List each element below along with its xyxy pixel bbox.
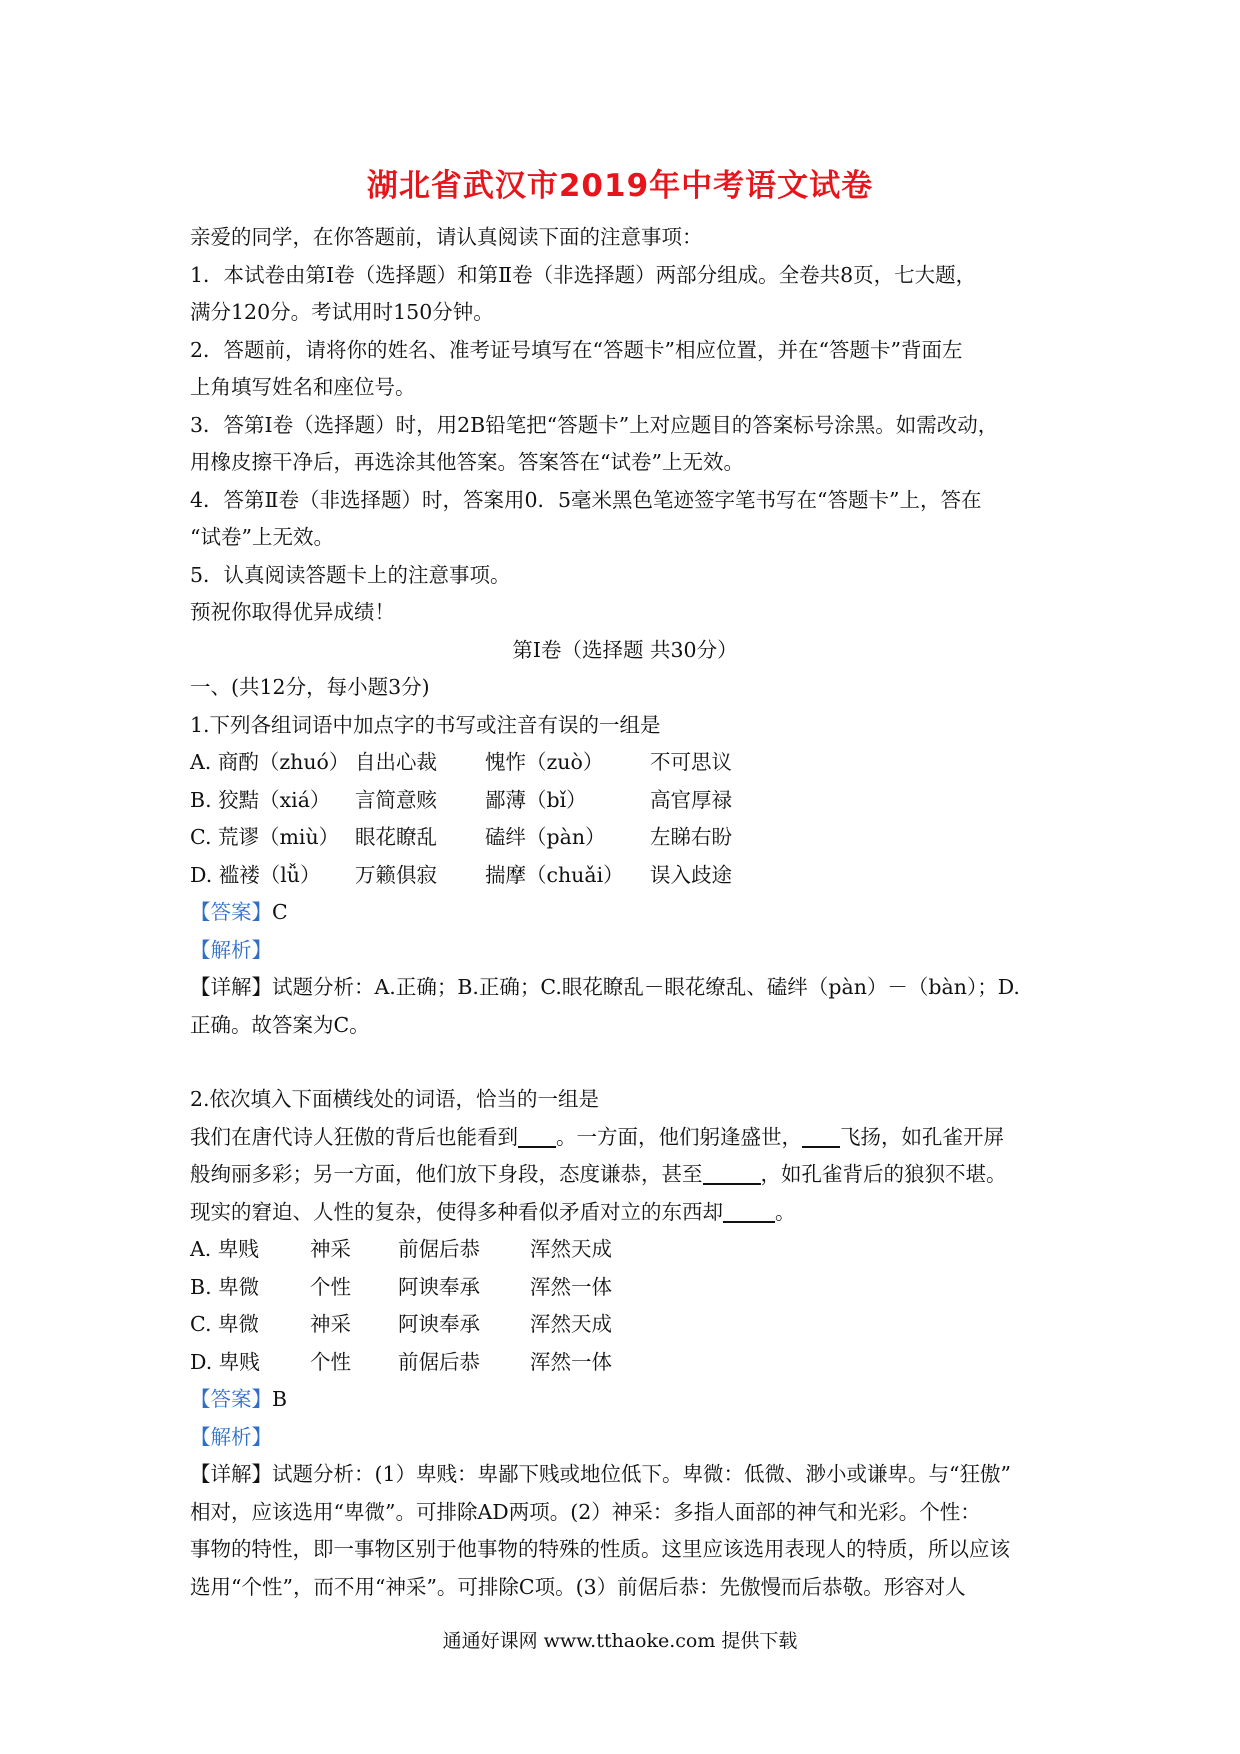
note-line: 3．答第Ⅰ卷（选择题）时，用2B铅笔把“答题卡”上对应题目的答案标号涂黑。如需改动， [190,412,999,437]
q2-detail [190,1456,1060,1494]
q2-detail-cont: 选用“个性”，而不用“神采”。可排除C项。(3）前倨后恭：先傲慢而后恭敬。形容对人 [190,1574,966,1599]
option-cell: B. 狡黠（xiá） [190,787,331,812]
q2-analysis-label: 【解析】 [190,1424,272,1449]
option-cell: 浑然一体 [530,1349,612,1374]
detail-text: 试题分析：A.正确；B.正确；C.眼花瞭乱－眼花缭乱、磕绊（pàn）－（bàn）；D. [272,975,1020,999]
option-cell: D. 褴褛（lǚ） [190,862,321,887]
passage-text: 。一方面，他们躬逢盛世， [556,1124,802,1149]
intro-greeting: 亲爱的同学，在你答题前，请认真阅读下面的注意事项： [190,225,703,249]
document-body [190,219,1060,1606]
option-cell: 个性 [310,1349,351,1374]
option-cell: B. 卑微 [190,1274,260,1299]
option-cell: 神采 [310,1312,351,1336]
q1-analysis-label: 【解析】 [190,937,272,962]
note-line: 5．认真阅读答题卡上的注意事项。 [190,562,511,587]
option-cell: 前倨后恭 [398,1349,480,1374]
option-cell: 左睇右盼 [650,825,732,849]
option-cell: D. 卑贱 [190,1349,260,1374]
option-cell: 前倨后恭 [398,1237,480,1261]
option-cell: C. 卑微 [190,1312,259,1336]
note-line: 满分120分。考试用时150分钟。 [190,300,494,324]
note-line: 2．答题前，请将你的姓名、准考证号填写在“答题卡”相应位置，并在“答题卡”背面左 [190,337,963,362]
fill-blank [703,1161,761,1185]
option-cell: 揣摩（chuǎi） [485,862,624,887]
option-cell: 自出心裁 [355,750,437,774]
q1-detail-cont: 正确。故答案为C。 [190,1012,370,1037]
q1-detail [190,969,1060,1007]
option-cell: 不可思议 [650,750,732,774]
q1-option-a [190,744,1060,782]
q1-option-b [190,782,1060,820]
passage-text: 我们在唐代诗人狂傲的背后也能看到 [190,1124,518,1149]
option-cell: C. 荒谬（miù） [190,825,340,849]
note-line: 1．本试卷由第Ⅰ卷（选择题）和第Ⅱ卷（非选择题）两部分组成。全卷共8页，七大题， [190,262,977,287]
q1-option-c [190,819,1060,857]
option-cell: 眼花瞭乱 [355,825,437,849]
passage-text: 。 [775,1199,796,1224]
q2-detail-cont: 事物的特性，即一事物区别于他事物的特殊的性质。这里应该选用表现人的特质，所以应该 [190,1537,1010,1561]
option-cell: 浑然一体 [530,1274,612,1299]
detail-label: 【详解】 [190,975,272,999]
fill-blank [723,1199,775,1223]
detail-label: 【详解】 [190,1462,272,1486]
option-cell: 浑然天成 [530,1237,612,1261]
passage-text: 般绚丽多彩；另一方面，他们放下身段，态度谦恭，甚至 [190,1162,703,1186]
note-line: “试卷”上无效。 [190,525,334,549]
option-cell: 阿谀奉承 [398,1274,480,1299]
answer-label: 【答案】 [190,900,272,924]
passage-text: 飞扬，如孔雀开屏 [840,1124,1004,1149]
q2-passage-line [190,1119,1060,1157]
question-2-stem: 2.依次填入下面横线处的词语，恰当的一组是 [190,1087,600,1111]
option-cell: A. 商酌（zhuó） [190,750,350,774]
q2-answer [190,1381,1060,1419]
answer-value: B [272,1387,288,1411]
option-cell: 万籁俱寂 [355,862,437,887]
option-cell: 高官厚禄 [650,787,732,812]
page-title: 湖北省武汉市2019年中考语文试卷 [366,168,874,204]
fill-blank [518,1124,556,1148]
q2-passage-line [190,1156,1060,1194]
q2-option-c [190,1306,1060,1344]
option-cell: 阿谀奉承 [398,1312,480,1336]
option-cell: 浑然天成 [530,1312,612,1336]
option-cell: 愧怍（zuò） [485,750,604,774]
q1-option-d [190,857,1060,895]
q2-passage-line [190,1194,1060,1232]
passage-text: ，如孔雀背后的狼狈不堪。 [760,1162,1007,1186]
section-heading: 第Ⅰ卷（选择题 共30分） [512,637,738,662]
option-cell: A. 卑贱 [190,1237,259,1261]
option-cell: 个性 [310,1274,351,1299]
fill-blank [802,1124,840,1148]
detail-text: 试题分析：(1）卑贱：卑鄙下贱或地位低下。卑微：低微、渺小或谦卑。与“狂傲” [272,1462,1011,1486]
spacer [190,1044,1060,1081]
q2-option-a [190,1231,1060,1269]
note-line: 上角填写姓名和座位号。 [190,375,416,399]
answer-value: C [272,900,288,924]
part-heading: 一、(共12分，每小题3分) [190,675,430,699]
q1-answer [190,894,1060,932]
option-cell: 言简意赅 [355,787,437,812]
intro-wish: 预祝你取得优异成绩！ [190,600,395,624]
passage-text: 现实的窘迫、人性的复杂，使得多种看似矛盾对立的东西却 [190,1199,723,1224]
answer-label: 【答案】 [190,1387,272,1411]
note-line: 4．答第Ⅱ卷（非选择题）时，答案用0．5毫米黑色笔迹签字笔书写在“答题卡”上，答在 [190,487,982,512]
question-1-stem: 1.下列各组词语中加点字的书写或注音有误的一组是 [190,712,661,737]
page-footer: 通通好课网 www.tthaoke.com 提供下载 [442,1630,798,1652]
option-cell: 鄙薄（bǐ） [485,787,587,812]
q2-detail-cont: 相对，应该选用“卑微”。可排除AD两项。(2）神采：多指人面部的神气和光彩。个性： [190,1499,981,1524]
note-line: 用橡皮擦干净后，再选涂其他答案。答案答在“试卷”上无效。 [190,450,744,474]
option-cell: 磕绊（pàn） [485,825,606,849]
option-cell: 神采 [310,1237,351,1261]
q2-option-d [190,1344,1060,1382]
q2-option-b [190,1269,1060,1307]
option-cell: 误入歧途 [650,862,732,887]
